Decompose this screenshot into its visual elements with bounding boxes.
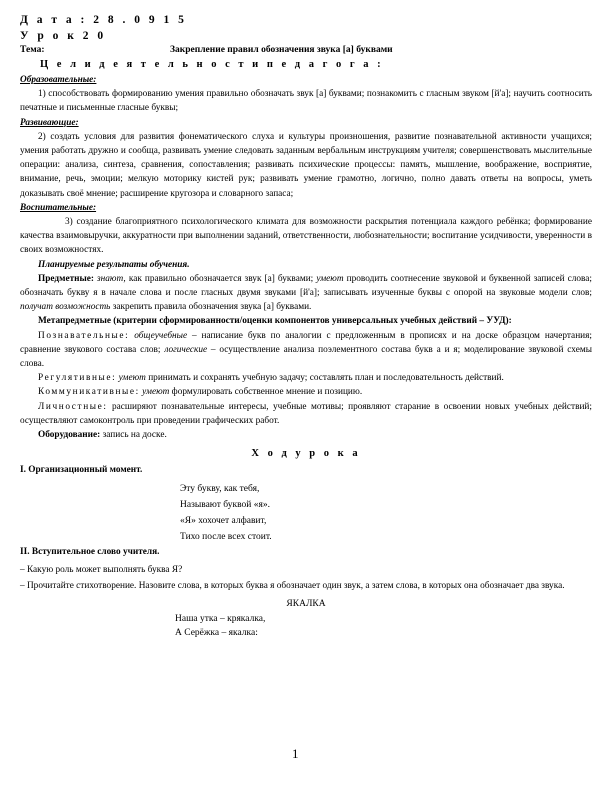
edu-label: Образовательные: xyxy=(20,75,97,85)
poem-line: Тихо после всех стоит. xyxy=(180,532,272,543)
question-1: – Какую роль может выполнять буква Я? xyxy=(20,564,183,575)
topic-line xyxy=(20,44,592,57)
dev-label: Развивающие: xyxy=(20,117,79,128)
lesson-date: Д а т а : 2 8 . 0 9 1 5 xyxy=(20,14,187,26)
communicative-label: Коммуникативные: xyxy=(38,387,140,398)
course-title: Х о д у р о к а xyxy=(251,448,361,460)
section-1-title: I. Организационный момент. xyxy=(20,465,143,476)
page-number: 1 xyxy=(292,746,299,761)
section-2-title: II. Вступительное слово учителя. xyxy=(20,547,160,558)
cognitive-label: Познавательные: xyxy=(38,330,130,341)
cognitive-results: Познавательные: общеучебные – написание букв по аналогии с предложенным в прописях и на доске образцом начертания; сравнение звукового состава слов; логические – осуществление анализа поэлементного состава букв а и я; моделирование звуковой схемы слова. xyxy=(20,330,592,370)
poem-2-title: ЯКАЛКА xyxy=(286,599,326,610)
subject-label: Предметные: xyxy=(38,273,94,284)
upbringing-label: Воспитательные: xyxy=(20,202,97,213)
regulative-label: Регулятивные: xyxy=(38,373,117,384)
regulative-results: Регулятивные: умеют принимать и сохранять учебную задачу; составлять план и последовательность действий. xyxy=(38,373,504,384)
edu-text: 1) способствовать формированию умения правильно обозначать звук [а] буквами; познакомить с гласным звуком [й'а]; научить соотносить печатные и письменные гласные буквы; xyxy=(20,89,592,114)
upbringing-text: 3) создание благоприятного психологического климата для возможности раскрытия потенциала каждого ребёнка; формирование качества взаимовыручки, аккуратности при выполнении заданий, ответственности, любознательности; воспитание усидчивости, уверенности в своих возможностях. xyxy=(20,217,592,256)
topic-text: Закрепление правил обозначения звука [а] буквами xyxy=(170,45,393,55)
poem-2-line: Наша утка – крякалка, xyxy=(175,613,266,624)
goals-title: Ц е л и д е я т е л ь н о с т и п е д а г о г а : xyxy=(40,59,384,70)
dev-text: 2) создать условия для развития фонематического слуха и культуры произношения, развитие познавательной активности учащихся; умения работать дружно и сообща, развивать умение следовать заданным вербальным инструкциям учителя; совершенствовать мыслительные операции: анализа, синтеза, сравнения, сопоставления; развивать психические процессы: память, мышление, воображение, восприятие, внимание, речь, эмоции; мелкую моторику кистей рук; развивать умение грамотно, логично, полно давать ответы на вопросы, уметь доказывать своё мнение; расширение кругозора и словарного запаса; xyxy=(20,131,592,199)
personal-label: Личностные: xyxy=(38,401,108,412)
poem-line: Называют буквой «я». xyxy=(180,500,270,511)
poem-2-line: А Серёжка – якалка: xyxy=(175,628,258,639)
personal-results: Личностные: расширяют познавательные интересы, учебные мотивы; проявляют старание в освоении новых учебных действий; осуществляют самоконтроль при проведении графических работ. xyxy=(20,401,592,426)
equipment-label: Оборудование: xyxy=(38,430,101,441)
results-title: Планируемые результаты обучения. xyxy=(38,259,190,270)
subject-results: Предметные: знают, как правильно обозначается звук [а] буквами; умеют проводить соотнесение звуковой и буквенной записей слова; обозначать букву я в начале слова и после гласных двумя звуками [й'а]; записывать изученные буквы с опорой на звуковые модели слов; получат возможность закрепить правила обозначения звука [а] буквами. xyxy=(20,273,593,313)
poem-line: «Я» хохочет алфавит, xyxy=(180,516,267,527)
meta-results: Метапредметные (критерии сформированности/оценки компонентов универсальных учебных действий – УУД): xyxy=(38,316,512,327)
poem-line: Эту букву, как тебя, xyxy=(180,484,260,495)
topic-label: Тема: xyxy=(20,45,45,55)
communicative-results: Коммуникативные: умеют формулировать собственное мнение и позицию. xyxy=(38,387,363,398)
question-2: – Прочитайте стихотворение. Назовите слова, в которых буква я обозначает один звук, а затем слова, в которых она обозначает два звука. xyxy=(20,580,565,591)
lesson-number: У р о к 2 0 xyxy=(20,30,107,42)
equipment: Оборудование: запись на доске. xyxy=(38,430,167,441)
